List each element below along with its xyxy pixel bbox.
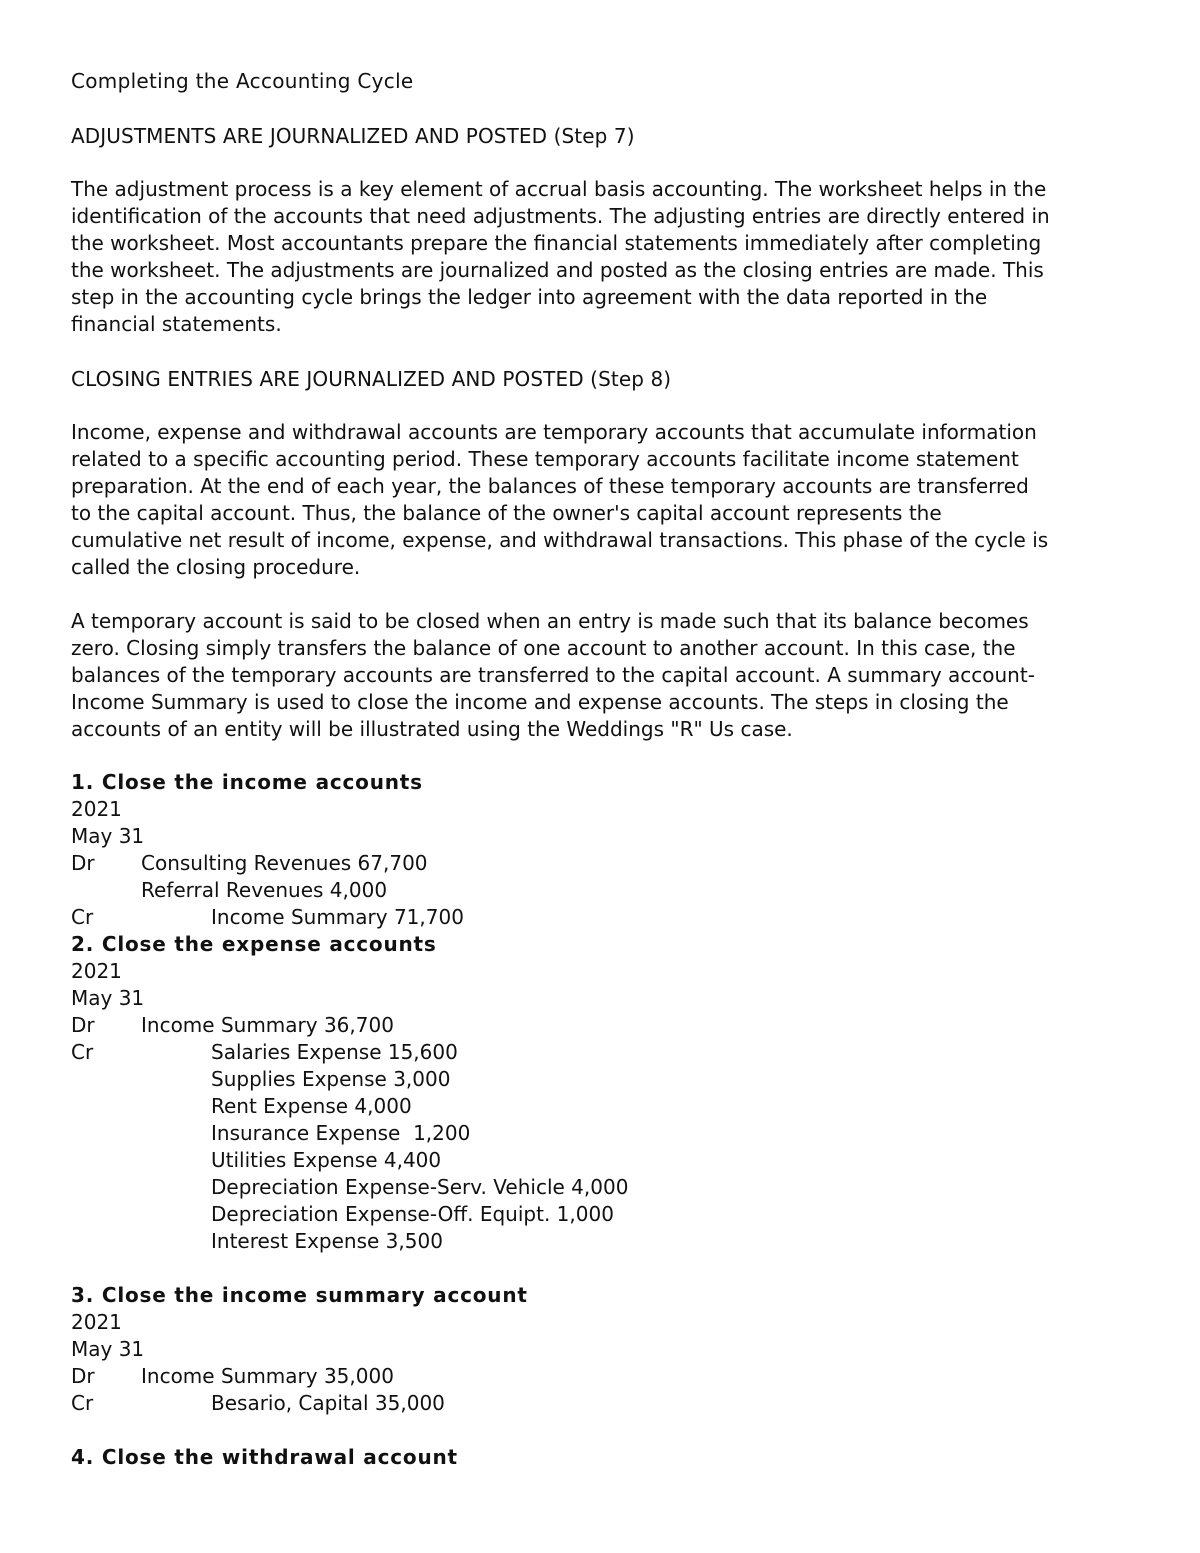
paragraph-closing-procedure (71, 608, 1141, 743)
journal-entry-close-income-summary (71, 1282, 1141, 1417)
paragraph-line: balances of the temporary accounts are transferred to the capital account. A summary account- (71, 663, 1035, 687)
step-heading: 3. Close the income summary account (71, 1283, 528, 1307)
entry-year: 2021 (71, 797, 122, 821)
journal-entry-close-income (71, 769, 1141, 931)
credit-account: Interest Expense 3,500 (211, 1229, 443, 1253)
credit-row (71, 1201, 1141, 1228)
debit-row (71, 850, 1141, 877)
credit-row (71, 1120, 1141, 1147)
debit-row (71, 1012, 1141, 1039)
credit-account: Utilities Expense 4,400 (211, 1148, 442, 1172)
paragraph-step-7 (71, 176, 1141, 338)
credit-account: Depreciation Expense-Serv. Vehicle 4,000 (211, 1175, 629, 1199)
step-heading: 4. Close the withdrawal account (71, 1445, 458, 1469)
paragraph-line: The adjustment process is a key element of accrual basis accounting. The worksheet helps in the (71, 177, 1047, 201)
paragraph-line: to the capital account. Thus, the balance of the owner's capital account represents the (71, 501, 942, 525)
paragraph-line: the worksheet. Most accountants prepare the financial statements immediately after completing (71, 231, 1042, 255)
paragraph-line: the worksheet. The adjustments are journalized and posted as the closing entries are made. This (71, 258, 1044, 282)
credit-label: Cr (71, 1040, 94, 1064)
credit-row (71, 904, 1141, 931)
debit-account: Income Summary 36,700 (141, 1013, 394, 1037)
paragraph-line: financial statements. (71, 312, 282, 336)
credit-row (71, 1066, 1141, 1093)
debit-label: Dr (71, 1013, 95, 1037)
credit-row (71, 1390, 1141, 1417)
paragraph-line: A temporary account is said to be closed when an entry is made such that its balance becomes (71, 609, 1029, 633)
credit-account: Besario, Capital 35,000 (211, 1391, 445, 1415)
paragraph-line: Income, expense and withdrawal accounts are temporary accounts that accumulate information (71, 420, 1037, 444)
entry-year: 2021 (71, 959, 122, 983)
journal-entry-close-withdrawal (71, 1444, 1141, 1471)
debit-label: Dr (71, 1364, 95, 1388)
credit-account: Insurance Expense 1,200 (211, 1121, 471, 1145)
credit-row (71, 1093, 1141, 1120)
credit-account: Supplies Expense 3,000 (211, 1067, 451, 1091)
credit-row (71, 1174, 1141, 1201)
credit-account: Rent Expense 4,000 (211, 1094, 412, 1118)
entry-year: 2021 (71, 1310, 122, 1334)
debit-row (71, 877, 1141, 904)
credit-row (71, 1039, 1141, 1066)
document-title: Completing the Accounting Cycle (71, 69, 414, 93)
debit-account: Consulting Revenues 67,700 (141, 851, 428, 875)
paragraph-line: accounts of an entity will be illustrated using the Weddings "R" Us case. (71, 717, 793, 741)
credit-row (71, 1228, 1141, 1255)
entry-date: May 31 (71, 1337, 145, 1361)
document-page (71, 68, 1141, 1471)
paragraph-line: zero. Closing simply transfers the balance of one account to another account. In this case, the (71, 636, 1016, 660)
paragraph-line: cumulative net result of income, expense, and withdrawal transactions. This phase of the cycle is (71, 528, 1049, 552)
paragraph-line: called the closing procedure. (71, 555, 361, 579)
paragraph-line: Income Summary is used to close the income and expense accounts. The steps in closing the (71, 690, 1009, 714)
credit-account: Income Summary 71,700 (211, 905, 464, 929)
section-heading-step-7: ADJUSTMENTS ARE JOURNALIZED AND POSTED (Step 7) (71, 124, 635, 148)
paragraph-line: identification of the accounts that need adjustments. The adjusting entries are directly entered in (71, 204, 1050, 228)
credit-label: Cr (71, 1391, 94, 1415)
step-heading: 2. Close the expense accounts (71, 932, 437, 956)
entry-date: May 31 (71, 986, 145, 1010)
paragraph-line: related to a specific accounting period. These temporary accounts facilitate income statement (71, 447, 1019, 471)
credit-label: Cr (71, 905, 94, 929)
credit-row (71, 1147, 1141, 1174)
credit-account: Depreciation Expense-Off. Equipt. 1,000 (211, 1202, 614, 1226)
debit-label: Dr (71, 851, 95, 875)
paragraph-temporary-accounts (71, 419, 1141, 581)
entry-date: May 31 (71, 824, 145, 848)
paragraph-line: step in the accounting cycle brings the ledger into agreement with the data reported in the (71, 285, 988, 309)
credit-account: Salaries Expense 15,600 (211, 1040, 458, 1064)
debit-account: Referral Revenues 4,000 (141, 878, 388, 902)
journal-entry-close-expenses (71, 931, 1141, 1255)
debit-account: Income Summary 35,000 (141, 1364, 394, 1388)
section-heading-step-8: CLOSING ENTRIES ARE JOURNALIZED AND POSTED (Step 8) (71, 367, 672, 391)
step-heading: 1. Close the income accounts (71, 770, 423, 794)
debit-row (71, 1363, 1141, 1390)
paragraph-line: preparation. At the end of each year, the balances of these temporary accounts are transferred (71, 474, 1029, 498)
